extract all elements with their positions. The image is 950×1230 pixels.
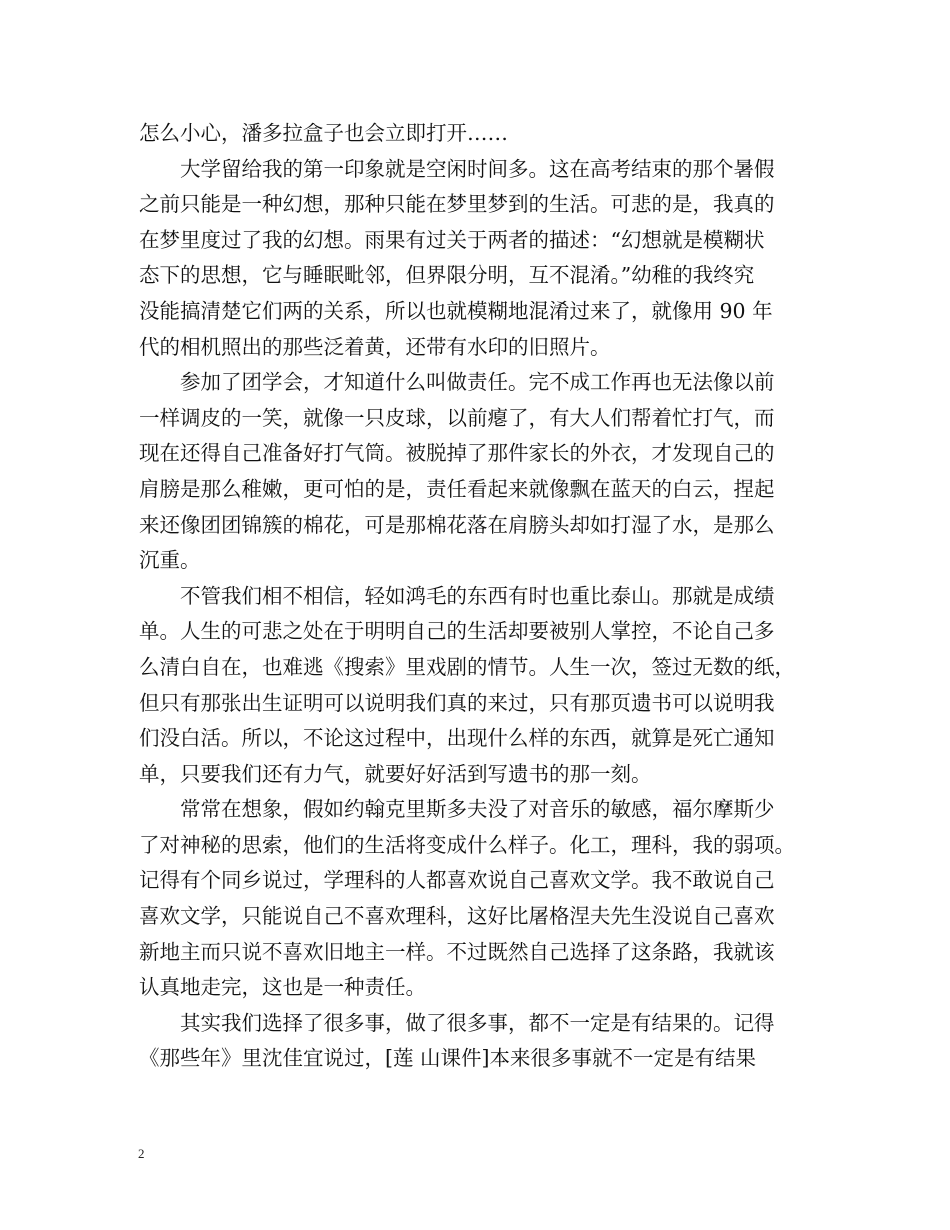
text-line: 单。人生的可悲之处在于明明自己的生活却要被别人掌控，不论自己多 [139, 619, 775, 644]
text-line: 不管我们相不相信，轻如鸿毛的东西有时也重比泰山。那就是成绩 [180, 583, 775, 608]
text-line: 沉重。 [139, 548, 201, 573]
text-line: 么清白自在，也难逃《搜索》里戏剧的情节。人生一次，签过无数的纸， [139, 654, 795, 679]
text-line: 记得有个同乡说过，学理科的人都喜欢说自己喜欢文学。我不敢说自己 [139, 868, 775, 893]
text-line: 但只有那张出生证明可以说明我们真的来过，只有那页遗书可以说明我 [139, 690, 775, 715]
text-line: 在梦里度过了我的幻想。雨果有过关于两者的描述：“幻想就是模糊状 [139, 227, 765, 252]
text-line: 了对神秘的思索，他们的生活将变成什么样子。化工，理科，我的弱项。 [139, 832, 795, 857]
text-line: 之前只能是一种幻想，那种只能在梦里梦到的生活。可悲的是，我真的 [139, 192, 775, 217]
text-line: 常常在想象，假如约翰克里斯多夫没了对音乐的敏感，福尔摩斯少 [180, 797, 775, 822]
text-line: 新地主而只说不喜欢旧地主一样。不过既然自己选择了这条路，我就该 [139, 939, 775, 964]
text-line: 喜欢文学，只能说自己不喜欢理科，这好比屠格涅夫先生没说自己喜欢 [139, 904, 775, 929]
text-line: 大学留给我的第一印象就是空闲时间多。这在高考结束的那个暑假 [180, 156, 775, 181]
text-line: 其实我们选择了很多事，做了很多事，都不一定是有结果的。记得 [180, 1010, 775, 1035]
text-line: 态下的思想，它与睡眠毗邻，但界限分明，互不混淆。”幼稚的我终究 [139, 263, 755, 288]
text-line: 参加了团学会，才知道什么叫做责任。完不成工作再也无法像以前 [180, 370, 775, 395]
text-line: 肩膀是那么稚嫩，更可怕的是，责任看起来就像飘在蓝天的白云，捏起 [139, 476, 775, 501]
text-line: 一样调皮的一笑，就像一只皮球，以前瘪了，有大人们帮着忙打气，而 [139, 405, 775, 430]
text-line: 《那些年》里沈佳宜说过，[莲 山课件]本来很多事就不一定是有结果 [139, 1046, 757, 1071]
text-line: 们没白活。所以，不论这过程中，出现什么样的东西，就算是死亡通知 [139, 726, 775, 751]
text-line: 单，只要我们还有力气，就要好好活到写遗书的那一刻。 [139, 761, 652, 786]
text-line: 来还像团团锦簇的棉花，可是那棉花落在肩膀头却如打湿了水，是那么 [139, 512, 775, 537]
text-line: 代的相机照出的那些泛着黄，还带有水印的旧照片。 [139, 334, 611, 359]
page-number: 2 [138, 1146, 145, 1161]
text-line: 认真地走完，这也是一种责任。 [139, 975, 426, 1000]
text-line: 没能搞清楚它们两的关系，所以也就模糊地混淆过来了，就像用 90 年 [139, 298, 773, 323]
body-text [139, 116, 815, 1077]
text-line: 现在还得自己准备好打气筒。被脱掉了那件家长的外衣，才发现自己的 [139, 441, 775, 466]
text-line: 怎么小心，潘多拉盒子也会立即打开…… [139, 121, 508, 145]
